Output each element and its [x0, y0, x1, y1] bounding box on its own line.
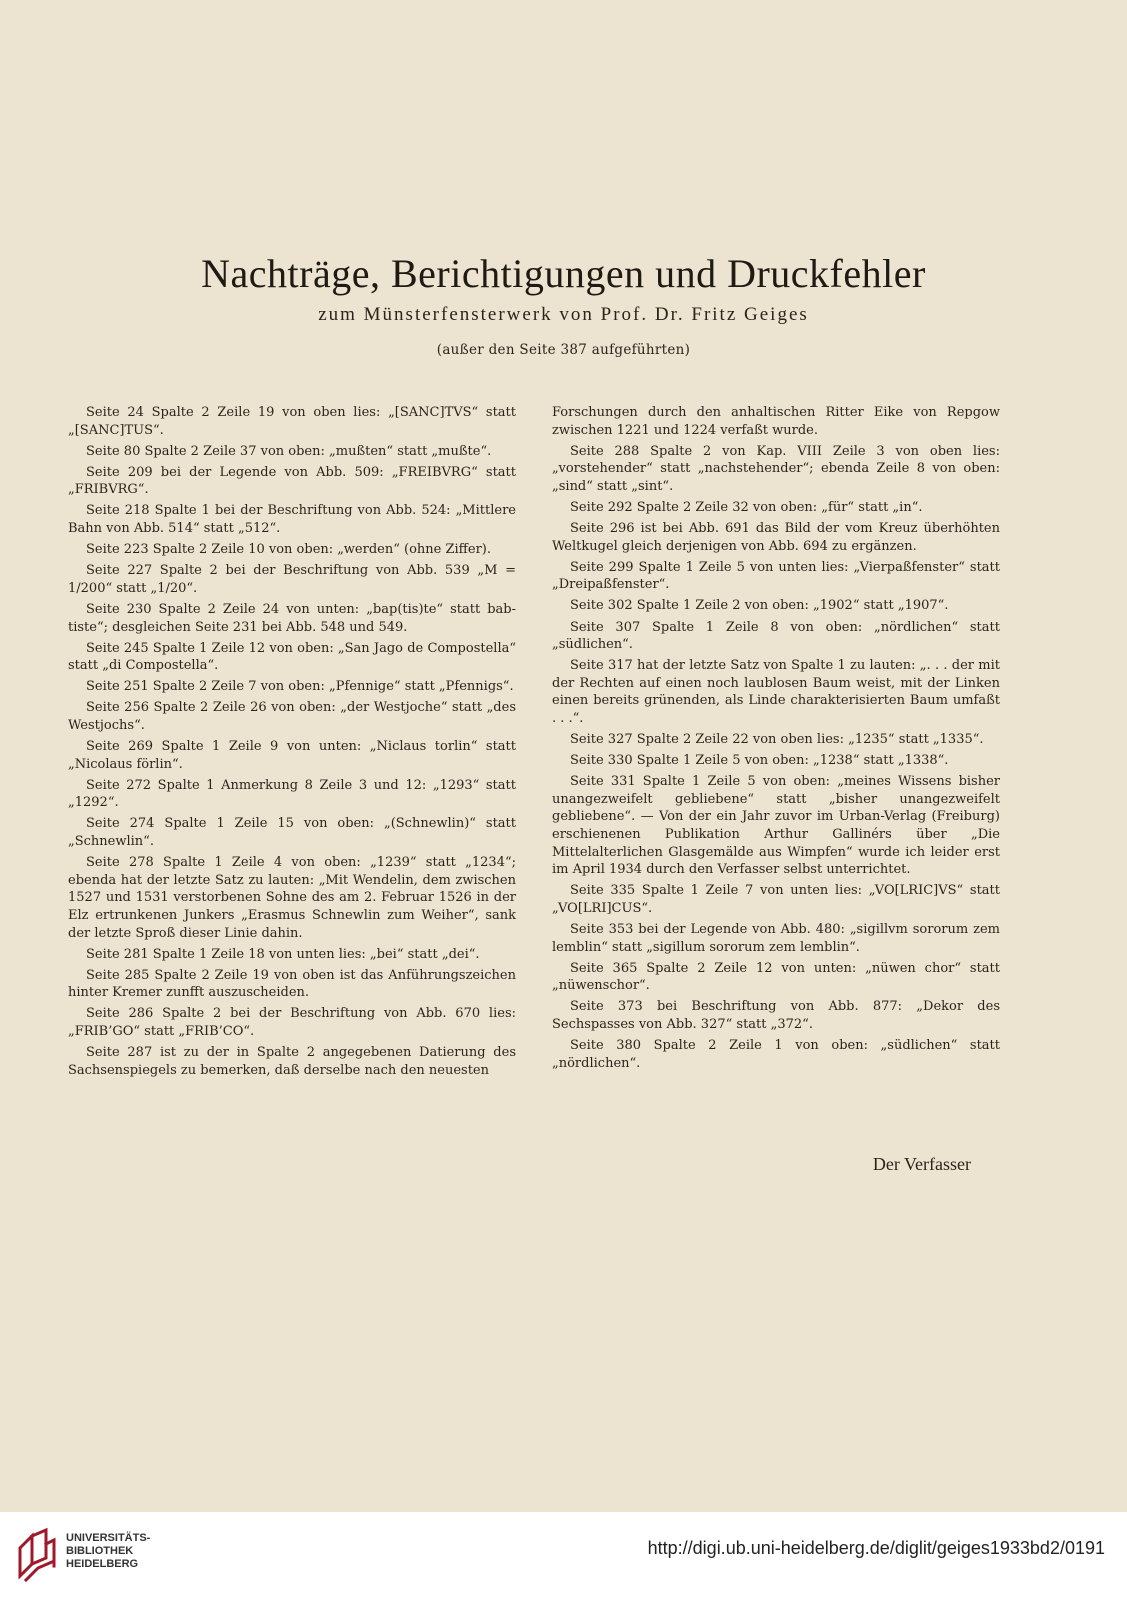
- correction-entry: Seite 307 Spalte 1 Zeile 8 von oben: „nördlichen“ statt „südlichen“.: [552, 619, 1000, 653]
- correction-entry: Seite 285 Spalte 2 Zeile 19 von oben ist das Anführungszeichen hinter Kremer zunfft auszuscheiden.: [68, 967, 516, 1001]
- correction-entry: Seite 299 Spalte 1 Zeile 5 von unten lies: „Vierpaßfenster“ statt „Dreipaßfenster“.: [552, 559, 1000, 593]
- correction-entry: Seite 296 ist bei Abb. 691 das Bild der vom Kreuz überhöhten Weltkugel gleich derjenigen von Abb. 694 zu ergänzen.: [552, 521, 1000, 554]
- page-subtitle: zum Münsterfensterwerk von Prof. Dr. Fritz Geiges: [318, 304, 809, 325]
- left-column: [68, 404, 516, 1083]
- correction-entry: Seite 227 Spalte 2 bei der Beschriftung von Abb. 539 „M = 1/200“ statt „1/20“.: [68, 563, 516, 596]
- page-note: (außer den Seite 387 aufgeführten): [436, 342, 691, 358]
- right-column: [552, 404, 1000, 1076]
- correction-entry: Seite 353 bei der Legende von Abb. 480: „sigillvm sororum zem lemblin“ statt „sigillum sororum zem lemblin“.: [552, 922, 1000, 955]
- correction-entry: Seite 80 Spalte 2 Zeile 37 von oben: „mußten“ statt „mußte“.: [86, 443, 492, 459]
- library-name-line: UNIVERSITÄTS-: [66, 1532, 151, 1544]
- library-name: [66, 1532, 150, 1571]
- correction-entry: Seite 288 Spalte 2 von Kap. VIII Zeile 3 von oben lies: „vorstehender“ statt „nachstehender“; ebenda Zeile 8 von oben: „sind“ statt „sint“.: [552, 443, 1000, 494]
- correction-entry: Seite 380 Spalte 2 Zeile 1 von oben: „südlichen“ statt „nördlichen“.: [552, 1038, 1000, 1071]
- university-library-logo-icon: [16, 1526, 58, 1586]
- page-title: Nachträge, Berichtigungen und Druckfehler: [201, 251, 926, 296]
- library-name-line: HEIDELBERG: [66, 1558, 139, 1570]
- signature: Der Verfasser: [872, 1154, 971, 1174]
- correction-entry: Seite 331 Spalte 1 Zeile 5 von oben: „meines Wissens bisher unangezweifelt gebliebene“ statt „bisher unangezweifelt gebliebene“. — Von der ein Jahr zuvor im Urban-Verlag (Freiburg) erschienenen Publikation Arthur Gallinérs über „Die Mittelalterlichen Glasgemälde aus Wimpfen“ wurde ich leider erst im April 1934 durch den Verfasser selbst unterrichtet.: [552, 774, 1000, 878]
- correction-entry: Seite 373 bei Beschriftung von Abb. 877: „Dekor des Sechspasses von Abb. 327“ statt „372“.: [552, 999, 1000, 1032]
- correction-entry: Seite 327 Spalte 2 Zeile 22 von oben lies: „1235“ statt „1335“.: [570, 732, 984, 748]
- correction-entry: Seite 287 ist zu der in Spalte 2 angegebenen Datierung des Sachsenspiegels zu bemerken, daß derselbe nach den neuesten: [68, 1045, 516, 1078]
- library-name-line: BIBLIOTHEK: [66, 1545, 134, 1557]
- correction-entry: Seite 218 Spalte 1 bei der Beschriftung von Abb. 524: „Mittlere Bahn von Abb. 514“ statt „512“.: [68, 503, 516, 537]
- source-url-link[interactable]: http://digi.ub.uni-heidelberg.de/diglit/geiges1933bd2/0191: [647, 1538, 1105, 1558]
- correction-entry: Seite 24 Spalte 2 Zeile 19 von oben lies: „[SANC]TVS“ statt „[SANC]TUS“.: [68, 405, 516, 438]
- correction-entry: Seite 281 Spalte 1 Zeile 18 von unten lies: „bei“ statt „dei“.: [86, 946, 480, 962]
- correction-entry: Seite 286 Spalte 2 bei der Beschriftung von Abb. 670 lies: „FRIB’GO“ statt „FRIB’CO“.: [68, 1006, 516, 1039]
- correction-entry: Seite 274 Spalte 1 Zeile 15 von oben: „(Schnewlin)“ statt „Schnewlin“.: [68, 816, 516, 850]
- correction-entry: Seite 278 Spalte 1 Zeile 4 von oben: „1239“ statt „1234“; ebenda hat der letzte Satz zu lauten: „Mit Wendelin, dem zwischen 1527 und 1531 verstorbenen Sohne des am 2. Februar 1526 in der Elz ertrunkenen Junkers „Erasmus Schnewlin zum Weiher“, sank der letzte Sproß dieser Linie dahin.: [68, 855, 516, 941]
- correction-entry: Seite 330 Spalte 1 Zeile 5 von oben: „1238“ statt „1338“.: [570, 753, 949, 769]
- correction-entry: Seite 292 Spalte 2 Zeile 32 von oben: „für“ statt „in“.: [570, 499, 923, 515]
- correction-entry: Seite 245 Spalte 1 Zeile 12 von oben: „San Jago de Compostella“ statt „di Compostella“.: [68, 640, 516, 674]
- correction-entry: Forschungen durch den anhaltischen Ritter Eike von Repgow zwischen 1221 und 1224 verfaßt wurde.: [552, 405, 1000, 438]
- correction-entry: Seite 335 Spalte 1 Zeile 7 von unten lies: „VO[LRIC]VS“ statt „VO[LRI]CUS“.: [552, 883, 1000, 916]
- correction-entry: Seite 269 Spalte 1 Zeile 9 von unten: „Niclaus torlin“ statt „Nicolaus förlin“.: [68, 739, 516, 772]
- correction-entry: Seite 223 Spalte 2 Zeile 10 von oben: „werden“ (ohne Ziffer).: [86, 542, 491, 558]
- correction-entry: Seite 317 hat der letzte Satz von Spalte 1 zu lauten: „. . . der mit der Rechten auf einen noch laublosen Baum weist, mit der Linken einen bereits grünenden, als Linde charakterisierten Baum umfaßt . . .“.: [552, 658, 1000, 726]
- correction-entry: Seite 230 Spalte 2 Zeile 24 von unten: „bap(tis)te“ statt bab-tiste“; desgleichen Seite 231 bei Abb. 548 und 549.: [68, 601, 516, 635]
- library-footer: [0, 1512, 1127, 1606]
- correction-entry: Seite 365 Spalte 2 Zeile 12 von unten: „nüwen chor“ statt „nüwenschor“.: [552, 960, 1000, 994]
- correction-entry: Seite 209 bei der Legende von Abb. 509: „FREIBVRG“ statt „FRIBVRG“.: [68, 464, 516, 498]
- correction-entry: Seite 272 Spalte 1 Anmerkung 8 Zeile 3 und 12: „1293“ statt „1292“.: [68, 777, 516, 811]
- correction-entry: Seite 302 Spalte 1 Zeile 2 von oben: „1902“ statt „1907“.: [570, 598, 949, 614]
- correction-entry: Seite 256 Spalte 2 Zeile 26 von oben: „der Westjoche“ statt „des Westjochs“.: [68, 700, 516, 733]
- correction-entry: Seite 251 Spalte 2 Zeile 7 von oben: „Pfennige“ statt „Pfennigs“.: [86, 679, 514, 695]
